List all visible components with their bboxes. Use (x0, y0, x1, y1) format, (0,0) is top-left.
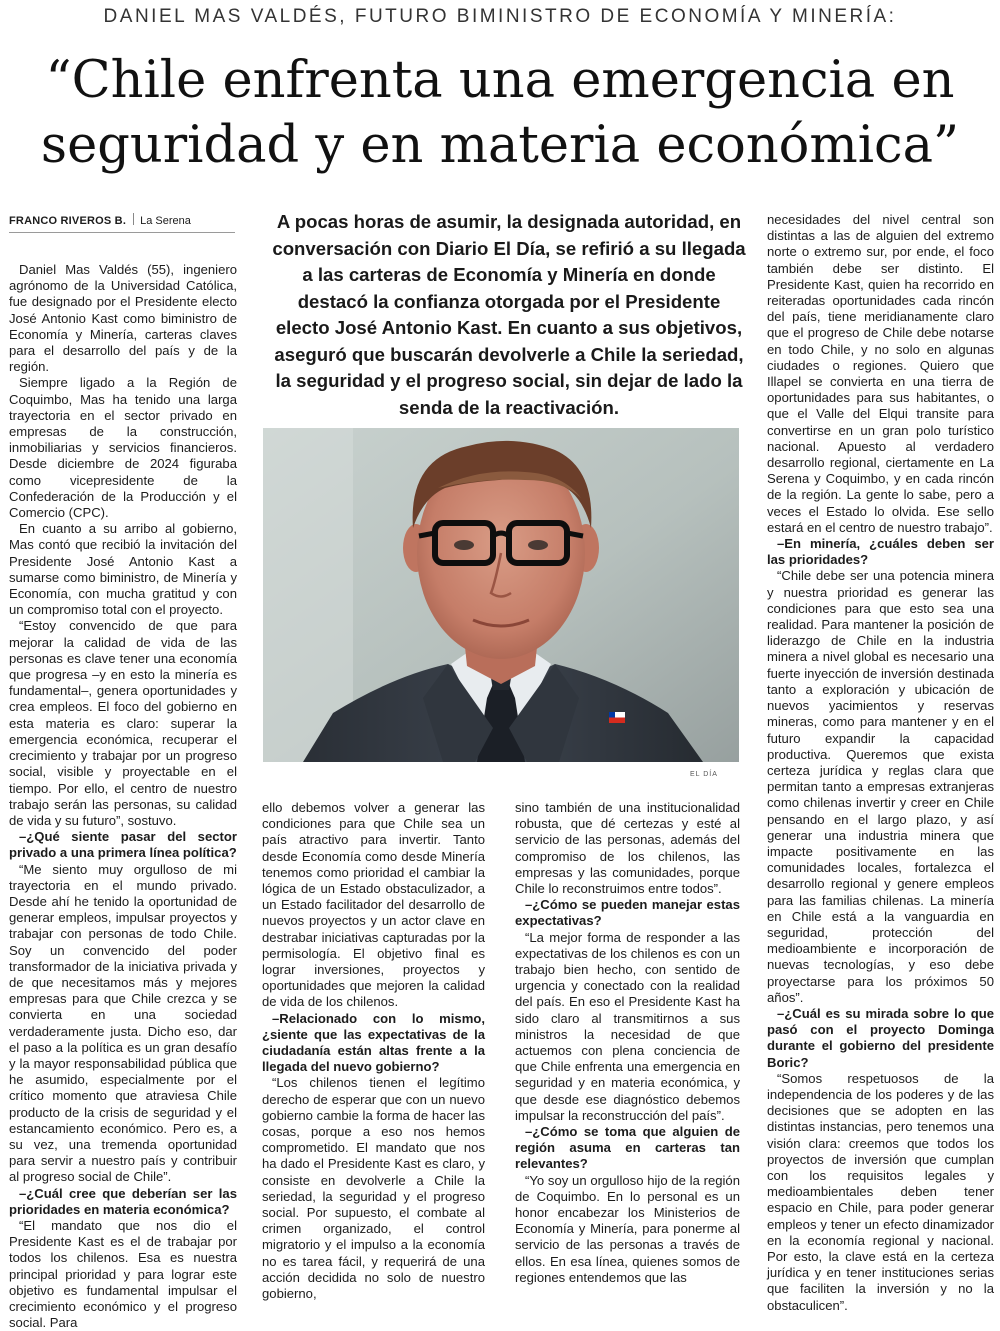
photo-credit: EL DÍA (690, 771, 718, 778)
byline-divider (133, 213, 134, 225)
paragraph: “Estoy convencido de que para mejorar la calidad de vida de las personas es clave tener una economía que progresa –y en esto la minería es fundamental–, genera oportunidades y crea empleos. El foco del gobierno en esta materia es claro: superar la emergencia económica, recuperar el crecimiento y trabajar por un progreso social, visible y proyectable en el tiempo. Por ello, el centro de nuestro trabajo serán las personas, su calidad de vida y su futuro”, sostuvo. (9, 618, 237, 828)
headline (0, 48, 1000, 178)
column-1 (9, 262, 237, 1331)
paragraph: “Yo soy un orgulloso hijo de la región de Coquimbo. En lo personal es un honor encabezar los Ministerios de Economía y Minería, para ponerme al servicio de las personas a través de ellos. En esa línea, quienes somos de regiones entendemos que las (515, 1172, 740, 1285)
lead-paragraph: A pocas horas de asumir, la designada autoridad, en conversación con Diario El Día, se refirió a su llegada a las carteras de Economía y Minería en donde destacó la confianza otorgada por el Presidente electo José Antonio Kast. En cuanto a sus objetivos, aseguró que buscarán devolverle a Chile la seriedad, la seguridad y el progreso social, sin dejar de lado la senda de la reactivación. (272, 211, 746, 418)
paragraph: Siempre ligado a la Región de Coquimbo, Mas ha tenido una larga trayectoria en el sector privado en empresas de la construcción, inmobiliarias y servicios financieros. Desde diciembre de 2024 figuraba como vicepresidente de la Confederación de la Producción y el Comercio (CPC). (9, 375, 237, 521)
byline-location: La Serena (140, 215, 191, 227)
headline-line-2: seguridad y en materia económica” (40, 116, 960, 175)
paragraph: “Los chilenos tienen el legítimo derecho de esperar que con un nuevo gobierno cambie la forma de hacer las cosas, porque a eso nos hemos comprometido. El mandato que nos ha dado el Presidente Kast es claro, y consiste en devolverle a Chile la seriedad, la seguridad y el progreso social. Por supuesto, el combate al crimen organizado, el control migratorio y el impulso a la economía no es tarea fácil, y requerirá de una acción decidida no solo de nuestro gobierno, (262, 1075, 485, 1302)
paragraph: sino también de una institucionalidad robusta, que dé certezas y esté al servicio de las personas, además del compromiso de los chilenos, las empresas y las comunidades, porque Chile lo reconstruimos entre todos”. (515, 800, 740, 897)
paragraph: “Me siento muy orgulloso de mi trayectoria en el mundo privado. Desde ahí he tenido la oportunidad de generar empleos, impulsar proyectos y trabajar con personas de todo Chile. Soy un convencido del poder transformador de la iniciativa privada y de que necesitamos más y mejores empresas para que Chile crezca y se convierta en una sociedad verdaderamente justa. Dicho eso, dar el paso a la política es un gran desafío y la mayor responsabilidad pública que he asumido, especialmente por el crítico momento que atraviesa Chile producto de la crisis de seguridad y el estancamiento económico. Pero es, a su vez, una tremenda oportunidad para servir a nuestro país y contribuir al progreso social de Chile”. (9, 861, 237, 1185)
paragraph: “El mandato que nos dio el Presidente Kast es el de trabajar por todos los chilenos. Esa es nuestra principal prioridad y para lograr este objetivo es fundamental impulsar el crecimiento económico y el progreso social. Para (9, 1217, 237, 1331)
paragraph: Daniel Mas Valdés (55), ingeniero agrónomo de la Universidad Católica, fue designado por el Presidente electo José Antonio Kast como biministro de Economía y Minería, carteras claves para el desarrollo del país y de la región. (9, 262, 237, 375)
paragraph: “Somos respetuosos de la independencia de los poderes y de las decisiones que se adopten en las distintas instancias, pero tenemos una visión clara: creemos que todos los proyectos de inversión que cumplan con los requisitos legales y medioambientales deben tener espacio en Chile, para poder generar empleos y tener un efecto dinamizador en la economía regional y nacional. Por esto, la clave está en la certeza jurídica y en tener instituciones serias que faciliten la inversión y no la obstaculicen”. (767, 1070, 994, 1313)
paragraph: ello debemos volver a generar las condiciones para que Chile sea un país atractivo para invertir. Tanto desde Economía como desde Minería tenemos como prioridad el cambiar la lógica de un Estado obstaculizador, a un Estado facilitador del desarrollo de nuevos proyectos y un actor clave en destrabar iniciativas capturadas por la permisología. El objetivo final es lograr inversiones, proyectos y oportunidades que mejoren la calidad de vida de los chilenos. (262, 800, 485, 1010)
portrait-illustration (263, 428, 739, 762)
paragraph: En cuanto a su arribo al gobierno, Mas contó que recibió la invitación del Presidente José Antonio Kast a sumarse como biministro, de Minería y Economía, con mucha gratitud y con un compromiso total con el proyecto. (9, 521, 237, 618)
kicker: DANIEL MAS VALDÉS, FUTURO BIMINISTRO DE ECONOMÍA Y MINERÍA: (103, 6, 897, 27)
question: –¿Cuál es su mirada sobre lo que pasó con el proyecto Dominga durante el gobierno del presidente Boric? (767, 1005, 994, 1070)
byline-author: FRANCO RIVEROS B. (9, 215, 127, 227)
portrait-photo (263, 428, 739, 762)
question: –¿Cuál cree que deberían ser las prioridades en materia económica? (9, 1185, 237, 1217)
question: –¿Qué siente pasar del sector privado a una primera línea política? (9, 829, 237, 861)
paragraph: “Chile debe ser una potencia minera y nuestra prioridad es generar las condiciones para que esto sea una realidad. Para mantener la posición de liderazgo de Chile en la industria minera a nivel global es necesario una fuerte inyección de inversión destinada tanto a exploración y ubicación de nuevos yacimientos y reservas mineras, como para mantener y en el futuro expandir la capacidad productiva. Queremos que exista certeza jurídica y reglas clara que permitan tanto a empresas extranjeras como chilenas invertir y creer en Chile pensando en el largo plazo, y así generar una industria minera que impacte positivamente en las comunidades locales, fortalezca el desarrollo regional y genere empleos para las familias chilenas. La minería en Chile está a la vanguardia en seguridad, protección del medioambiente e incorporación de nuevas tecnologías, y eso debe proyectarse para los próximos 50 años”. (767, 568, 994, 1005)
question: –¿Cómo se toma que alguien de región asuma en carteras tan relevantes? (515, 1124, 740, 1172)
question: –¿Cómo se pueden manejar estas expectativas? (515, 897, 740, 929)
question: –Relacionado con lo mismo, ¿siente que las expectativas de la ciudadanía están altas frente a la llegada del nuevo gobierno? (262, 1010, 485, 1075)
column-3 (515, 800, 740, 1286)
byline (9, 210, 235, 233)
question: –En minería, ¿cuáles deben ser las prioridades? (767, 536, 994, 568)
headline-line-1: “Chile enfrenta una emergencia en (45, 51, 955, 110)
paragraph: “La mejor forma de responder a las expectativas de los chilenos es con un trabajo bien hecho, con sentido de urgencia y conectado con la realidad del país. En eso el Presidente Kast ha sido claro al transmitirnos a sus ministros la necesidad de que actuemos con plena conciencia de que Chile enfrenta una emergencia en seguridad y en materia económica, y que desde ese diagnóstico debemos impulsar la reconstrucción del país”. (515, 929, 740, 1123)
paragraph: necesidades del nivel central son distintas a las de alguien del extremo norte o extremo sur, por ende, el foco también debe ser distinto. El Presidente Kast, quien ha recorrido en reiteradas oportunidades cada rincón del país, tiene meridianamente claro que el progreso de Chile debe notarse en todo Chile, y no solo en algunas ciudades o regiones. Quiero que Illapel se convierta en una tierra de oportunidades para sus habitantes, o que el Valle del Elqui transite para convertirse en un gran polo turístico nacional. Apuesto al verdadero desarrollo regional, ciertamente en La Serena y Coquimbo, y en cada rincón de la región. La gente lo sabe, pero a veces el Estado lo olvida. Ese sello estará en el centro de nuestro trabajo”. (767, 212, 994, 535)
column-4 (767, 212, 994, 1314)
column-2 (262, 800, 485, 1302)
